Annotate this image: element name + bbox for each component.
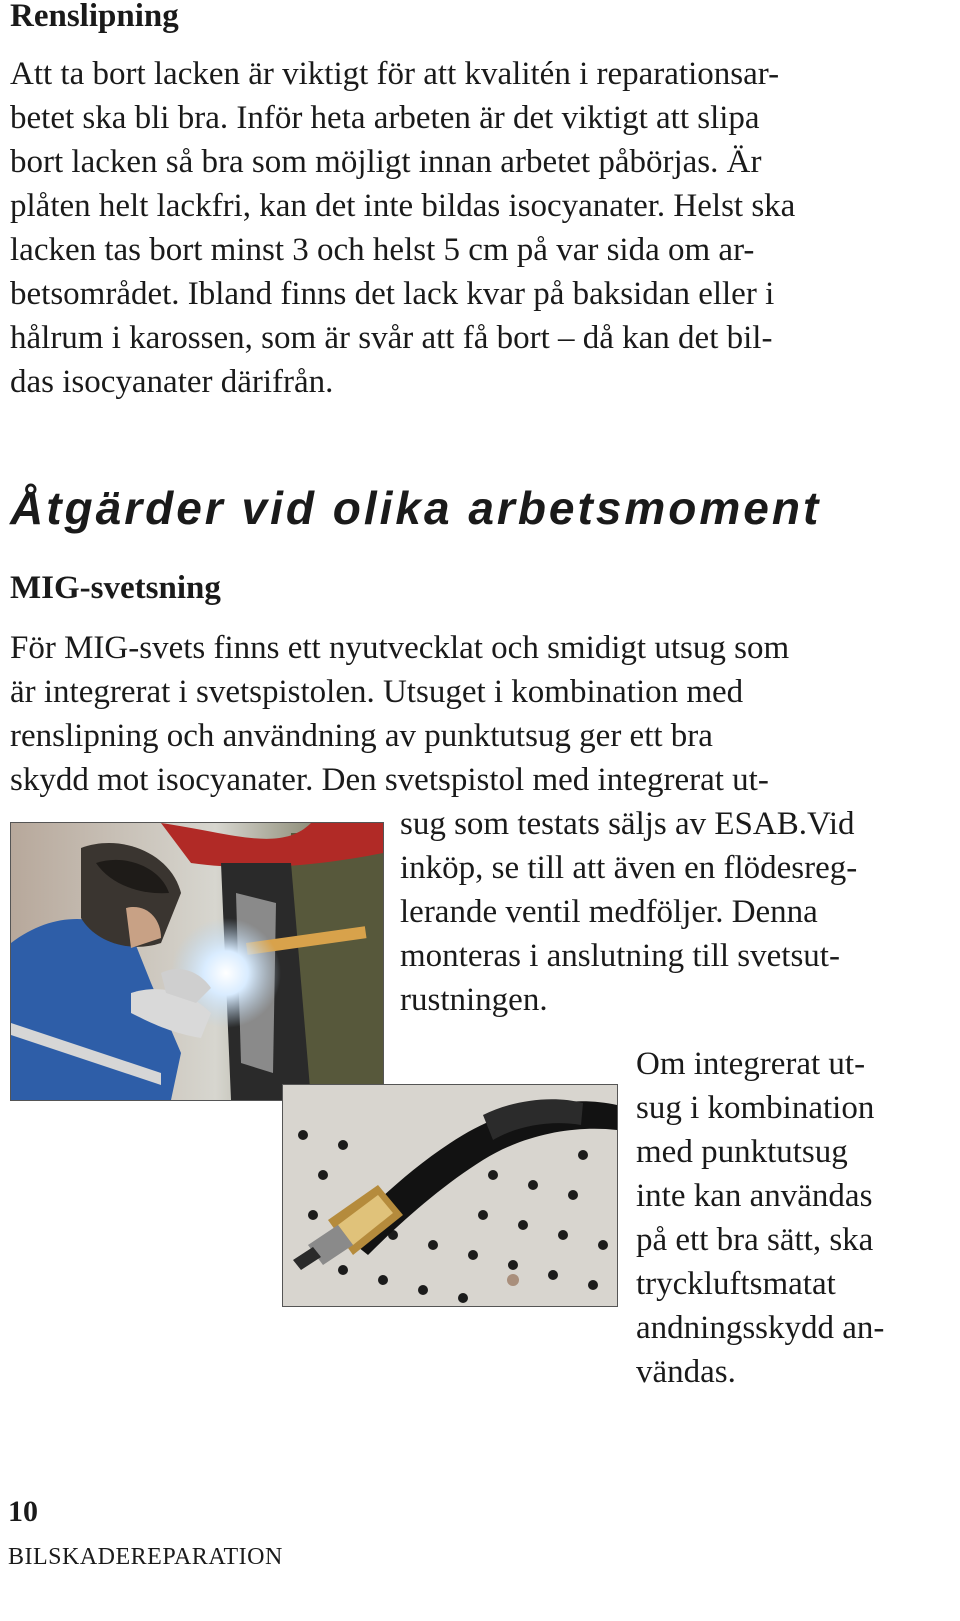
running-footer: BILSKADEREPARATION [8, 1544, 283, 1570]
welding-gun-illustration [283, 1085, 617, 1306]
mig-paragraph-continued: sug som testats säljs av ESAB.Vid inköp, se till att även en flödesreg- lerande ventil medföljer. Denna monteras i anslutning till svetsut- rustningen. [400, 806, 858, 1018]
mig-heading: MIG-svetsning [10, 570, 221, 606]
page-number: 10 [8, 1495, 38, 1528]
note-paragraph: Om integrerat ut- sug i kombination med punktutsug inte kan användas på ett bra sätt, ska tryckluftsmatat andningsskydd an- vändas. [636, 1046, 885, 1390]
renslipning-paragraph: Att ta bort lacken är viktigt för att kvalitén i reparationsar- betet ska bli bra. Inför heta arbeten är det viktigt att slipa bort lacken så bra som möjligt innan arbetet påbörjas. Är plåten helt lackfri, kan det inte bildas isocyanater. Helst ska lacken tas bort minst 3 och helst 5 cm på var sida om ar- betsområdet. Ibland finns det lack kvar på baksidan eller i hålrum i karossen, som är svår att få bort – då kan det bil- das isocyanater därifrån. [10, 56, 796, 400]
renslipning-heading: Renslipning [10, 0, 179, 34]
welder-illustration [11, 823, 383, 1100]
section-title: Åtgärder vid olika arbetsmoment [10, 482, 822, 534]
welding-gun-photo [282, 1084, 618, 1307]
mig-paragraph: För MIG-svets finns ett nyutvecklat och smidigt utsug som är integrerat i svetspistolen. Utsuget i kombination med renslipning och användning av punktutsug ger ett bra skydd mot isocyanater. Den svetspistol med integrerat ut- [10, 630, 790, 798]
welder-photo [10, 822, 384, 1101]
